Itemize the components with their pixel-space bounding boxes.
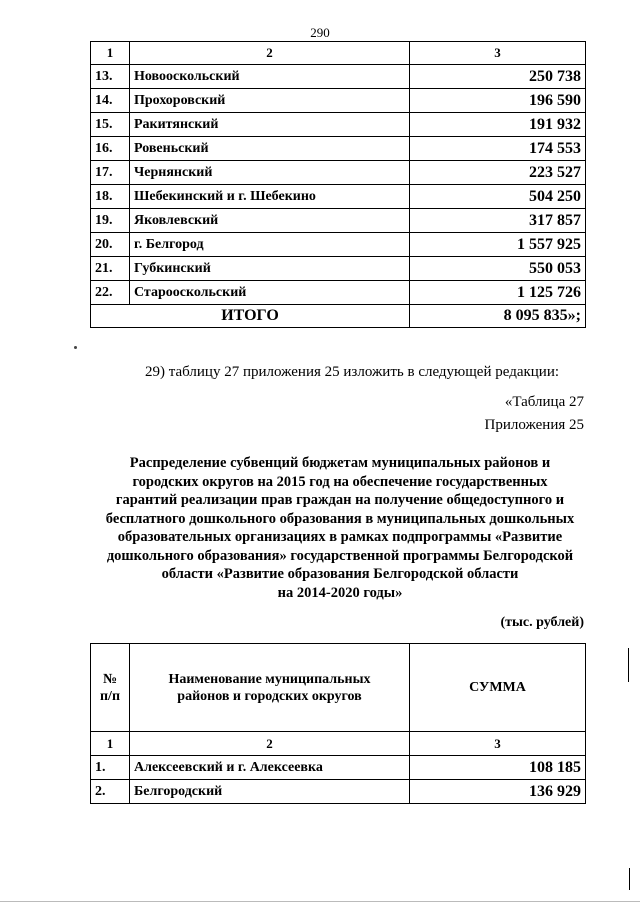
table-row [91, 756, 586, 780]
total-value: 8 095 835»; [410, 305, 586, 328]
scan-margin-mark [628, 648, 629, 682]
district-name: Прохоровский [130, 89, 410, 113]
row-number: 17. [91, 161, 130, 185]
subsidy-table-continuation [90, 41, 586, 328]
col-header-number-line1: № [102, 671, 118, 687]
row-number: 15. [91, 113, 130, 137]
amount-value: 223 527 [410, 161, 586, 185]
heading-line: области «Развитие образования Белгородской области [161, 566, 519, 582]
amount-value: 504 250 [410, 185, 586, 209]
heading-line: бесплатного дошкольного образования в муниципальных дошкольных [105, 510, 575, 527]
heading-line: дошкольного образования» государственной программы Белгородской [106, 547, 574, 564]
district-name: Новооскольский [130, 65, 410, 89]
table-row [91, 233, 586, 257]
scan-bottom-edge [0, 901, 640, 902]
row-number: 1. [91, 756, 130, 780]
table-caption-number: «Таблица 27 [504, 394, 584, 410]
row-number: 16. [91, 137, 130, 161]
amount-value: 136 929 [410, 780, 586, 804]
amount-value: 550 053 [410, 257, 586, 281]
table-row [91, 137, 586, 161]
amount-value: 1 557 925 [410, 233, 586, 257]
table-row [91, 257, 586, 281]
heading-line: городских округов на 2015 год на обеспечение государственных [132, 473, 548, 490]
amount-value: 191 932 [410, 113, 586, 137]
row-number: 22. [91, 281, 130, 305]
col-header-number-line2: п/п [99, 688, 121, 704]
col-index-3: 3 [410, 42, 586, 65]
table-row [91, 209, 586, 233]
total-label: ИТОГО [91, 305, 410, 328]
district-name: Яковлевский [130, 209, 410, 233]
row-number: 2. [91, 780, 130, 804]
amount-value: 250 738 [410, 65, 586, 89]
row-number: 13. [91, 65, 130, 89]
col-index-3: 3 [410, 732, 586, 756]
district-name: Ракитянский [130, 113, 410, 137]
district-name: Старооскольский [130, 281, 410, 305]
amount-value: 174 553 [410, 137, 586, 161]
amount-value: 196 590 [410, 89, 586, 113]
page-number: 290 [310, 25, 330, 40]
district-name: Ровеньский [130, 137, 410, 161]
table-index-row [91, 42, 586, 65]
col-header-name-line1: Наименование муниципальных [168, 671, 371, 687]
row-number: 19. [91, 209, 130, 233]
col-header-number [91, 644, 130, 732]
subsidy-table-27 [90, 643, 586, 804]
row-number: 20. [91, 233, 130, 257]
table-row [91, 780, 586, 804]
total-row [91, 305, 586, 328]
heading-line: Распределение субвенций бюджетам муниципальных районов и [129, 455, 551, 471]
col-index-1: 1 [91, 42, 130, 65]
district-name: Губкинский [130, 257, 410, 281]
table-caption-appendix: Приложения 25 [484, 417, 584, 433]
table-row [91, 185, 586, 209]
row-number: 14. [91, 89, 130, 113]
table-row [91, 113, 586, 137]
row-number: 21. [91, 257, 130, 281]
amount-value: 317 857 [410, 209, 586, 233]
header-row [91, 644, 586, 732]
col-header-sum: СУММА [410, 644, 586, 732]
table-row [91, 89, 586, 113]
table-heading [80, 454, 600, 602]
col-header-name-line2: районов и городских округов [177, 688, 362, 704]
heading-line: гарантий реализации прав граждан на получение общедоступного и [115, 492, 565, 508]
heading-line: образовательных организациях в рамках подпрограммы «Развитие [117, 529, 563, 545]
row-number: 18. [91, 185, 130, 209]
scan-margin-mark [629, 868, 630, 890]
units-label: (тыс. рублей) [500, 615, 584, 630]
col-header-name [130, 644, 410, 732]
district-name: Чернянский [130, 161, 410, 185]
table-index-row [91, 732, 586, 756]
district-name: Шебекинский и г. Шебекино [130, 185, 410, 209]
scan-dot [74, 346, 77, 349]
heading-line: на 2014-2020 годы» [277, 584, 403, 601]
col-index-1: 1 [91, 732, 130, 756]
amount-value: 1 125 726 [410, 281, 586, 305]
col-index-2: 2 [130, 42, 410, 65]
district-name: г. Белгород [130, 233, 410, 257]
district-name: Белгородский [130, 780, 410, 804]
table-row [91, 161, 586, 185]
col-index-2: 2 [130, 732, 410, 756]
district-name: Алексеевский и г. Алексеевка [130, 756, 410, 780]
amendment-instruction: 29) таблицу 27 приложения 25 изложить в следующей редакции: [145, 364, 560, 380]
table-row [91, 65, 586, 89]
table-row [91, 281, 586, 305]
amount-value: 108 185 [410, 756, 586, 780]
